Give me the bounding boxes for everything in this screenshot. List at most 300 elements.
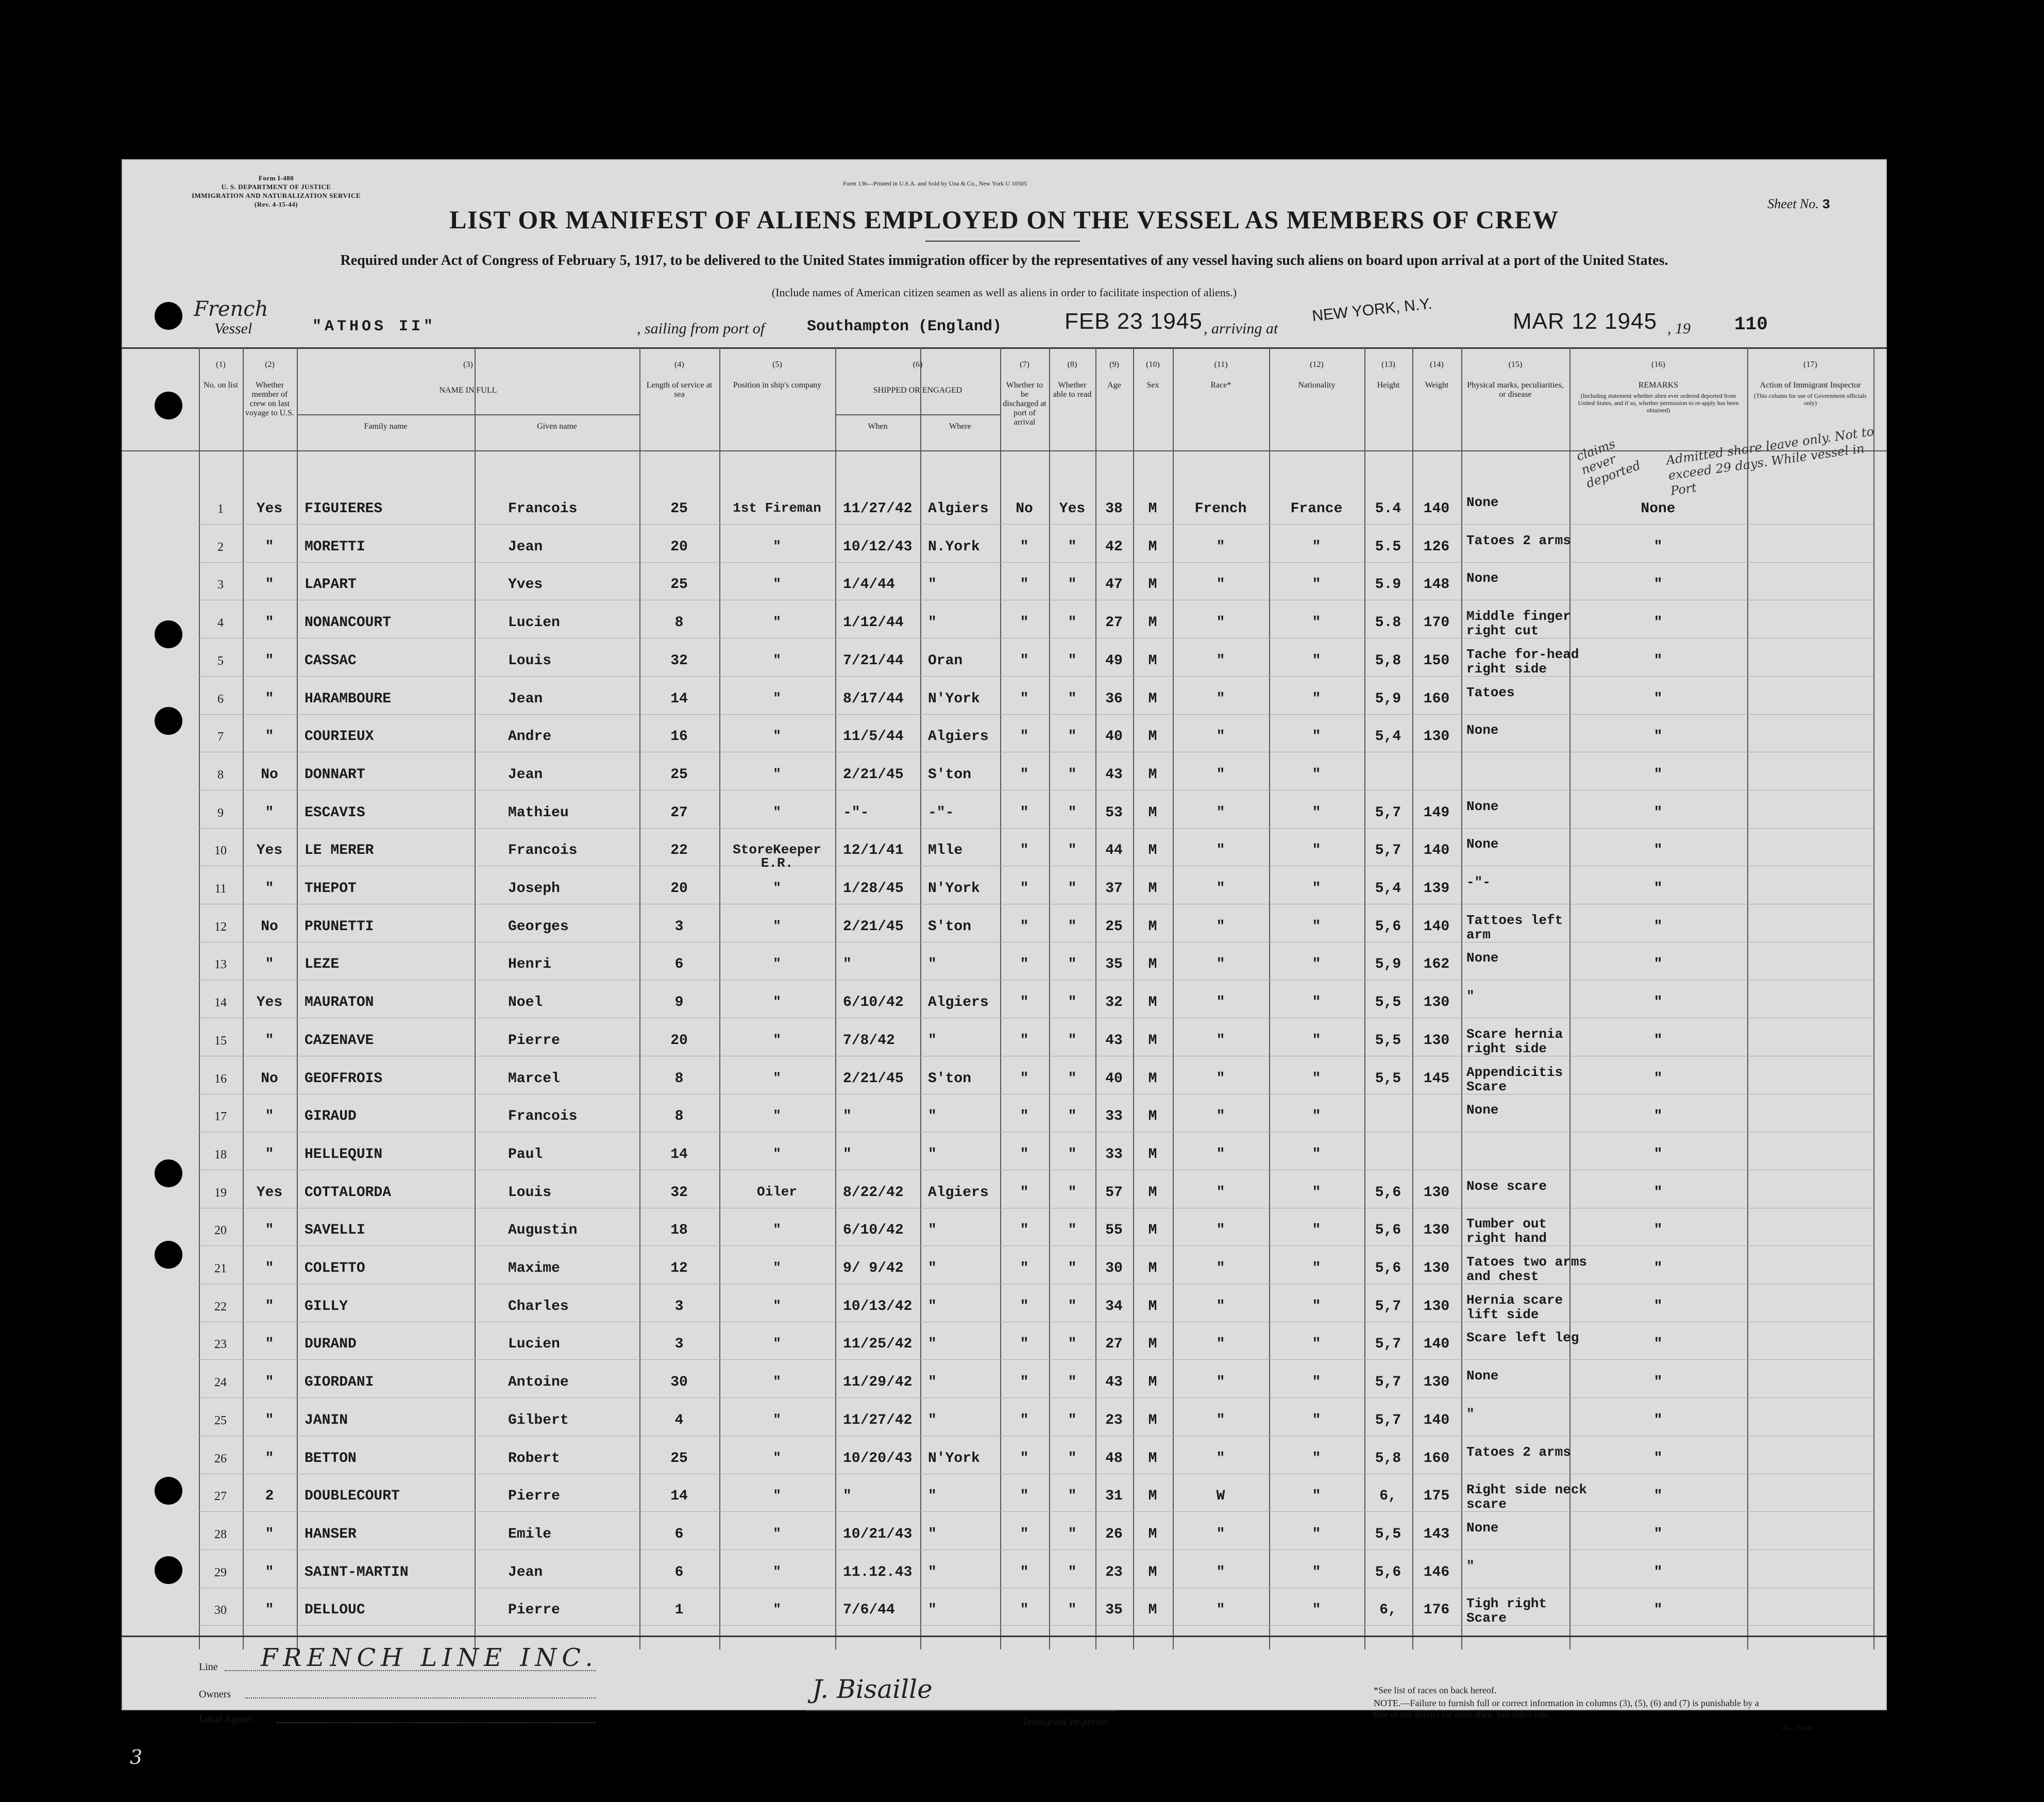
cell-discharge: " [1020, 691, 1029, 707]
column-rule [1412, 347, 1413, 1649]
cell-no: 7 [217, 730, 224, 744]
cell-weight: 130 [1423, 1374, 1450, 1391]
cell-no: 10 [214, 844, 227, 858]
cell-nat: " [1312, 995, 1321, 1011]
column-rule [1049, 347, 1050, 1649]
cell-where: " [928, 1488, 937, 1505]
column-header: Weight [1425, 381, 1449, 390]
cell-family: LEZE [305, 956, 340, 973]
cell-prev: " [265, 1374, 274, 1391]
punch-hole [155, 1556, 182, 1584]
cell-age: 48 [1105, 1450, 1123, 1467]
line-name: FRENCH LINE INC. [261, 1643, 598, 1672]
cell-given: Pierre [508, 1602, 560, 1619]
cell-family: DELLOUC [305, 1602, 365, 1619]
cell-service: 32 [670, 1184, 688, 1201]
cell-nat: " [1312, 1488, 1321, 1505]
column-header: Nationality [1298, 381, 1336, 390]
cell-sex: M [1148, 1336, 1157, 1353]
cell-weight: 140 [1423, 1412, 1450, 1428]
cell-family: PRUNETTI [305, 918, 374, 935]
cell-race: " [1216, 1108, 1225, 1125]
cell-position: " [773, 1032, 781, 1048]
cell-sex: M [1148, 577, 1157, 593]
cell-discharge: " [1020, 729, 1029, 745]
cell-discharge: " [1020, 1184, 1029, 1201]
cell-read: " [1068, 1222, 1077, 1239]
cell-prev: Yes [256, 1184, 283, 1201]
cell-discharge: " [1020, 843, 1029, 859]
cell-race: " [1216, 577, 1225, 593]
cell-read: " [1068, 1146, 1077, 1163]
cell-height: 5,5 [1375, 995, 1401, 1011]
cell-height: 5,5 [1375, 1526, 1401, 1542]
cell-read: " [1068, 1488, 1077, 1505]
cell-weight: 145 [1423, 1070, 1450, 1087]
cell-family: MAURATON [305, 995, 374, 1011]
cell-where: N'York [928, 691, 980, 707]
column-rule [1173, 347, 1174, 1649]
cell-race: " [1216, 538, 1225, 555]
cell-family: JANIN [305, 1412, 348, 1428]
vessel-line [183, 295, 1830, 339]
cell-no: 17 [214, 1110, 227, 1124]
date-stamp: FEB 23 1945 [1065, 309, 1203, 334]
cell-service: 14 [670, 691, 688, 707]
cell-read: " [1068, 1374, 1077, 1391]
cell-sex: M [1148, 1146, 1157, 1163]
column-number: (12) [1310, 360, 1324, 369]
cell-race: " [1216, 652, 1225, 669]
cell-given: Jean [508, 766, 543, 783]
column-subheader: Family name [364, 422, 408, 431]
cell-when: 2/21/45 [843, 1070, 904, 1087]
cell-when: 1/12/44 [843, 615, 904, 631]
punch-hole [155, 392, 182, 419]
cell-nat: " [1312, 1374, 1321, 1391]
cell-no: 1 [217, 502, 224, 516]
handwritten-nationality: French [194, 297, 268, 321]
cell-service: 20 [670, 538, 688, 555]
table-top-rule [122, 347, 1887, 349]
column-rule [1364, 347, 1365, 1649]
remarks-annotation: claims never deported [1574, 436, 1643, 491]
cell-nat: " [1312, 804, 1321, 821]
cell-family: HARAMBOURE [305, 691, 392, 707]
cell-when: 9/ 9/42 [843, 1260, 904, 1276]
inspector-label: Immigrant Inspector. [1023, 1716, 1110, 1728]
cell-prev: No [261, 766, 278, 783]
column-number: (11) [1214, 360, 1228, 369]
cell-read: " [1068, 1260, 1077, 1276]
cell-no: 15 [214, 1034, 227, 1048]
cell-age: 42 [1105, 538, 1123, 555]
cell-age: 26 [1105, 1526, 1123, 1542]
cell-discharge: " [1020, 615, 1029, 631]
cell-marks: Tatoes [1466, 684, 1515, 700]
column-number: (2) [265, 360, 275, 369]
cell-where: " [928, 1260, 937, 1276]
cell-height: 5,6 [1375, 1222, 1401, 1239]
cell-sex: M [1148, 1374, 1157, 1391]
cell-remarks: " [1653, 1526, 1663, 1542]
cell-marks: None [1466, 836, 1499, 852]
cell-when: 11/27/42 [843, 1412, 913, 1428]
cell-when: 6/10/42 [843, 995, 904, 1011]
form-identifier [178, 174, 374, 209]
cell-sex: M [1148, 1564, 1157, 1580]
column-rule [1873, 347, 1874, 1649]
cell-prev: " [265, 1108, 274, 1125]
cell-when: 7/21/44 [843, 652, 904, 669]
printer-note: Form 136—Printed in U.S.A. and Sold by Una & Co., New York U 10505 [843, 180, 1027, 187]
subheader-rule [297, 414, 639, 415]
cell-where: " [928, 615, 937, 631]
cell-prev: " [265, 1032, 274, 1049]
cell-where: S'ton [928, 766, 972, 783]
cell-height: 5,6 [1375, 1260, 1401, 1276]
cell-family: LAPART [305, 577, 357, 593]
cell-when: 8/17/44 [843, 691, 904, 707]
column-rule [1000, 347, 1001, 1649]
cell-where: " [928, 1602, 937, 1619]
cell-race: W [1216, 1488, 1225, 1505]
cell-marks: " [1466, 988, 1475, 1004]
column-rule [243, 347, 244, 1649]
cell-sex: M [1148, 1108, 1157, 1125]
cell-discharge: " [1020, 1602, 1029, 1619]
cell-race: " [1216, 766, 1225, 783]
cell-where: " [928, 956, 937, 973]
cell-read: " [1068, 1108, 1077, 1125]
cell-discharge: " [1020, 1488, 1029, 1505]
cell-read: " [1068, 995, 1077, 1011]
cell-age: 43 [1105, 766, 1123, 783]
cell-marks: Middle finger right cut [1466, 609, 1571, 639]
cell-race: " [1216, 1146, 1225, 1163]
cell-height: 5,5 [1375, 1032, 1401, 1049]
cell-service: 18 [670, 1222, 688, 1239]
cell-sex: M [1148, 1412, 1157, 1428]
cell-remarks: " [1653, 918, 1663, 935]
cell-nat: " [1312, 1260, 1321, 1276]
agents-label: Local Agents [199, 1713, 254, 1725]
cell-family: DOUBLECOURT [305, 1488, 400, 1505]
cell-when: 11/5/44 [843, 729, 904, 745]
cell-service: 6 [674, 1564, 684, 1580]
cell-sex: M [1148, 918, 1157, 935]
cell-nat: " [1312, 1298, 1321, 1315]
cell-where: Oran [928, 652, 963, 669]
cell-marks: None [1466, 950, 1499, 966]
cell-nat: " [1312, 918, 1321, 935]
column-header: Length of service at sea [646, 381, 713, 399]
cell-nat: " [1312, 691, 1321, 707]
cell-race: " [1216, 1070, 1225, 1087]
cell-discharge: " [1020, 577, 1029, 593]
cell-read: " [1068, 1298, 1077, 1315]
cell-nat: " [1312, 652, 1321, 669]
cell-given: Maxime [508, 1260, 560, 1276]
cell-age: 32 [1105, 995, 1123, 1011]
cell-remarks: " [1653, 881, 1663, 897]
arriving-label: , arriving at [1204, 320, 1278, 337]
cell-discharge: " [1020, 652, 1029, 669]
cell-where: " [928, 1336, 937, 1353]
cell-remarks: " [1653, 1564, 1663, 1580]
cell-nat: " [1312, 956, 1321, 973]
cell-discharge: " [1020, 1260, 1029, 1276]
cell-height: 6, [1379, 1602, 1397, 1619]
cell-height: 5,7 [1375, 1336, 1401, 1353]
sheet-label: Sheet No. [1767, 196, 1819, 211]
cell-sex: M [1148, 538, 1157, 555]
cell-sex: M [1148, 691, 1157, 707]
cell-service: 12 [670, 1260, 688, 1276]
column-number: (1) [216, 360, 226, 369]
cell-given: Lucien [508, 1336, 560, 1353]
cell-no: 24 [214, 1376, 227, 1390]
cell-weight: 148 [1423, 577, 1450, 593]
cell-prev: No [261, 1070, 278, 1087]
cell-height: 5,6 [1375, 1184, 1401, 1201]
cell-sex: M [1148, 766, 1157, 783]
cell-where: " [928, 1032, 937, 1049]
cell-age: 49 [1105, 652, 1123, 669]
cell-where: " [928, 1526, 937, 1542]
cell-age: 35 [1105, 1602, 1123, 1619]
cell-weight: 140 [1423, 918, 1450, 935]
cell-prev: " [265, 1260, 274, 1276]
column-rule [1095, 347, 1096, 1649]
cell-given: Lucien [508, 615, 560, 631]
cell-age: 27 [1105, 615, 1123, 631]
cell-position: " [773, 1298, 781, 1313]
cell-no: 11 [214, 882, 227, 896]
serial-number: 110 [1734, 314, 1768, 335]
cell-marks: Tatoes two arms and chest [1466, 1254, 1587, 1284]
cell-marks: None [1466, 495, 1499, 510]
cell-where: Algiers [928, 729, 989, 745]
cell-height: 5,4 [1375, 881, 1401, 897]
cell-given: Robert [508, 1450, 560, 1467]
cell-height: 5,6 [1375, 1564, 1401, 1580]
cell-discharge: " [1020, 766, 1029, 783]
cell-race: " [1216, 1222, 1225, 1239]
cell-marks: None [1466, 1102, 1499, 1118]
cell-family: FIGUIERES [305, 501, 383, 517]
row-rule [199, 676, 1873, 677]
cell-nat: " [1312, 843, 1321, 859]
cell-family: HANSER [305, 1526, 357, 1542]
cell-race: " [1216, 1564, 1225, 1580]
cell-when: 2/21/45 [843, 918, 904, 935]
cell-nat: " [1312, 1336, 1321, 1353]
cell-given: Yves [508, 577, 543, 593]
cell-race: " [1216, 1412, 1225, 1428]
cell-sex: M [1148, 729, 1157, 745]
sailing-label: , sailing from port of [637, 320, 765, 337]
cell-position: " [773, 1411, 781, 1427]
cell-no: 13 [214, 958, 227, 972]
cell-marks: Nose scare [1466, 1178, 1547, 1194]
departure-port: Southampton (England) [807, 318, 1002, 335]
cell-prev: " [265, 1526, 274, 1542]
cell-read: " [1068, 652, 1077, 669]
cell-where: " [928, 1108, 937, 1125]
sheet-value: 3 [1822, 197, 1830, 212]
cell-height: 5,7 [1375, 804, 1401, 821]
column-number: (6) [913, 360, 923, 369]
column-subheader: Where [949, 422, 971, 431]
cell-position: " [773, 1108, 781, 1124]
cell-weight: 175 [1423, 1488, 1450, 1505]
cell-weight: 143 [1423, 1526, 1450, 1542]
cell-sex: M [1148, 1070, 1157, 1087]
cell-service: 8 [674, 1070, 684, 1087]
cell-read: " [1068, 843, 1077, 859]
cell-discharge: " [1020, 1450, 1029, 1467]
cell-race: " [1216, 1374, 1225, 1391]
cell-weight: 160 [1423, 691, 1450, 707]
column-rule [297, 347, 298, 1649]
row-rule [199, 1625, 1873, 1626]
cell-age: 33 [1105, 1146, 1123, 1163]
cell-service: 25 [670, 766, 688, 783]
cell-age: 44 [1105, 843, 1123, 859]
cell-no: 22 [214, 1300, 227, 1313]
cell-when: 1/4/44 [843, 577, 895, 593]
cell-race: " [1216, 1032, 1225, 1049]
cell-remarks: " [1653, 1374, 1663, 1391]
cell-read: " [1068, 577, 1077, 593]
cell-age: 37 [1105, 881, 1123, 897]
cell-no: 19 [214, 1186, 227, 1200]
cell-read: " [1068, 615, 1077, 631]
cell-sex: M [1148, 1526, 1157, 1542]
cell-discharge: " [1020, 1298, 1029, 1315]
form-number: Form I-480 [258, 174, 294, 182]
cell-age: 31 [1105, 1488, 1123, 1505]
row-rule [199, 524, 1873, 525]
cell-family: DONNART [305, 766, 365, 783]
cell-remarks: " [1653, 995, 1663, 1011]
cell-when: 11/25/42 [843, 1336, 913, 1353]
cell-age: 23 [1105, 1412, 1123, 1428]
page-title: LIST OR MANIFEST OF ALIENS EMPLOYED ON THE VESSEL AS MEMBERS OF CREW [449, 205, 1559, 234]
column-header: Physical marks, peculiarities, or disease [1467, 381, 1564, 399]
column-number: (9) [1109, 360, 1119, 369]
cell-no: 14 [214, 996, 227, 1010]
cell-nat: " [1312, 1146, 1321, 1163]
cell-age: 47 [1105, 577, 1123, 593]
cell-weight: 149 [1423, 804, 1450, 821]
cell-race: " [1216, 956, 1225, 973]
cell-prev: " [265, 691, 274, 707]
cell-given: Jean [508, 538, 543, 555]
cell-age: 27 [1105, 1336, 1123, 1353]
cell-sex: M [1148, 1032, 1157, 1049]
cell-prev: " [265, 804, 274, 821]
cell-nat: " [1312, 729, 1321, 745]
punch-hole [155, 707, 182, 735]
cell-remarks: " [1653, 956, 1663, 973]
cell-given: Francois [508, 843, 578, 859]
cell-remarks: " [1653, 1146, 1663, 1163]
cell-sex: M [1148, 1222, 1157, 1239]
cell-read: " [1068, 1450, 1077, 1467]
cell-service: 6 [674, 956, 684, 973]
column-rule [1747, 347, 1748, 1649]
cell-discharge: " [1020, 538, 1029, 555]
cell-service: 22 [670, 843, 688, 859]
cell-discharge: " [1020, 1146, 1029, 1163]
row-rule [199, 1397, 1873, 1398]
cell-service: 1 [674, 1602, 684, 1619]
cell-nat: " [1312, 1564, 1321, 1580]
cell-when: 1/28/45 [843, 881, 904, 897]
cell-weight: 130 [1423, 1222, 1450, 1239]
cell-sex: M [1148, 1450, 1157, 1467]
cell-position: " [773, 766, 781, 782]
cell-sex: M [1148, 1602, 1157, 1619]
cell-family: BETTON [305, 1450, 357, 1467]
subheader-rule [835, 414, 1000, 415]
cell-marks: Tatoes 2 arms [1466, 532, 1571, 548]
cell-race: " [1216, 843, 1225, 859]
cell-when: 12/1/41 [843, 843, 904, 859]
cell-nat: " [1312, 577, 1321, 593]
punch-hole [155, 1477, 182, 1505]
cell-service: 30 [670, 1374, 688, 1391]
cell-discharge: " [1020, 1222, 1029, 1239]
cell-sex: M [1148, 1488, 1157, 1505]
cell-where: " [928, 1222, 937, 1239]
cell-no: 28 [214, 1527, 227, 1541]
cell-position: " [773, 614, 781, 630]
column-number: (16) [1651, 360, 1665, 369]
cell-race: " [1216, 918, 1225, 935]
cell-remarks: " [1653, 615, 1663, 631]
cell-read: " [1068, 1526, 1077, 1542]
cell-discharge: " [1020, 1032, 1029, 1049]
cell-read: " [1068, 729, 1077, 745]
cell-prev: " [265, 1602, 274, 1619]
owners-rule [245, 1697, 596, 1698]
cell-age: 38 [1105, 501, 1123, 517]
cell-prev: " [265, 1336, 274, 1353]
cell-where: " [928, 1298, 937, 1315]
column-number: (14) [1430, 360, 1444, 369]
cell-when: " [843, 1488, 852, 1505]
cell-age: 53 [1105, 804, 1123, 821]
cell-where: Algiers [928, 501, 989, 517]
cell-weight: 162 [1423, 956, 1450, 973]
cell-marks: " [1466, 1558, 1475, 1574]
cell-weight: 130 [1423, 729, 1450, 745]
column-rule [639, 347, 640, 1649]
cell-age: 43 [1105, 1374, 1123, 1391]
column-number: (3) [463, 360, 473, 369]
cell-read: " [1068, 1032, 1077, 1049]
cell-service: 4 [674, 1412, 684, 1428]
row-rule [199, 1245, 1873, 1246]
vessel-name: "ATHOS II" [312, 318, 436, 335]
cell-no: 26 [214, 1452, 227, 1466]
cell-no: 20 [214, 1224, 227, 1238]
cell-discharge: " [1020, 1374, 1029, 1391]
include-note: (Include names of American citizen seamen as well as aliens in order to facilitate inspection of aliens.) [771, 286, 1237, 299]
